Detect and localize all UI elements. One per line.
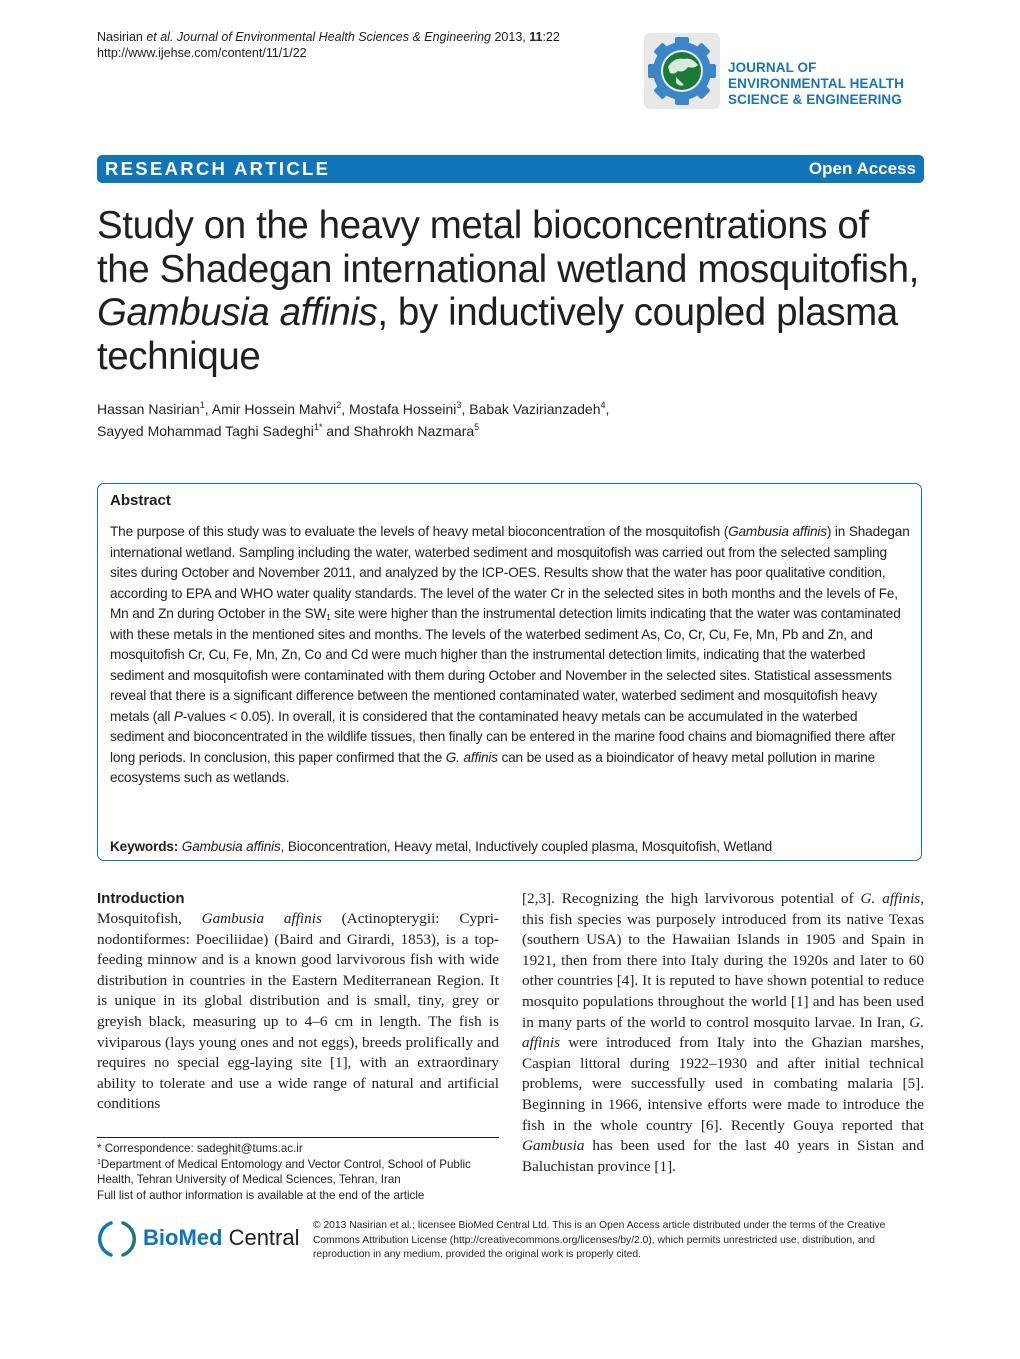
introduction-right-column [522,889,924,1177]
publisher-bio: BioMed [143,1225,223,1250]
author-separator: and [322,422,354,439]
license-text: © 2013 Nasirian et al.; licensee BioMed Central Ltd. This is an Open Access article distributed under the terms of the Creative Commons Attribution License (http://creativecommons.org/licenses/by/2.0), which permits unrestricted use, distribution, and reproduction in any medium, provided the original work is properly cited. [313,1220,886,1260]
citation-etal: et al. [146,30,174,44]
title-line [97,291,937,335]
citation-article: :22 [542,30,560,44]
title-line: Study on the heavy metal bioconcentrations of [97,204,869,247]
keywords-list: , Bioconcentration, Heavy metal, Inductively coupled plasma, Mosquitofish, Wetland [280,839,773,854]
citation-line [97,29,560,45]
abstract-text [110,522,910,789]
abstract-text-part: -values < 0.05). In overall, it is considered that the contaminated heavy metals can be accumulated in the waterbed sediment and bioconcentrated in the wildlife tissues, then finally can be entered in the marine food chains and biomagnified there after long periods. In conclusion, this paper confirmed that the [110,708,896,765]
body-text: (Actinopterygii: Cypri-nodontiformes: Poeciliidae) (Baird and Girardi, 1853), is a top-feeding minnow and is a known good larvivorous fish with wide distribution in countries in the Eastern Mediterranean Region. It is unique in its global distribution and is small, tiny, grey or greyish black, measuring up to 4–6 cm in length. The fish is viviparous (lays young ones and not eggs), breeds prolifically and requires no special egg-laying site [1], with an extraordinary ability to tolerate and use a wide range of natural and artificial conditions [97,910,499,1113]
abstract-species: G. affinis [445,749,498,765]
footnote-divider [97,1137,499,1138]
citation-volume: 11 [529,30,543,44]
introduction-left-column [97,909,499,1115]
author-name[interactable]: Hassan Nasirian [97,401,200,417]
title-line: technique [97,334,261,378]
biomed-central-logo-icon [97,1219,300,1259]
author-name[interactable]: Shahrokh Nazmara [353,422,475,439]
body-text: has been used for the last 40 years in Sistan and Baluchistan province [1]. [522,1137,924,1175]
body-species: Gambusia affinis [201,910,322,927]
author-name[interactable]: Amir Hossein Mahvi [211,401,337,417]
title-line-rest: , by inductively coupled plasma [377,291,898,334]
author-separator: , [341,401,350,417]
abstract-p-italic: P [173,708,183,724]
citation-year: 2013, [491,30,530,44]
author-list [97,399,937,442]
publisher-name [143,1225,300,1251]
body-text: were introduced from Italy into the Ghazian marshes, Caspian littoral during 1922–1930 and after initial technical problems, were successfully used in combating malaria [5]. Beginning in 1966, intensive efforts were made to introduce the fish in the whole country [6]. Recently Gouya reported that [522,1034,924,1134]
abstract-text-part: ) in Shadegan international wetland. Sampling including the water, waterbed sediment and mosquitofish was carried out from the selected sampling sites during October and November 2011, and analyzed by the ICP-OES. Results show that the water has poor qualitative condition, according to EPA and WHO water quality standards. The level of the water Cr in the selected sites in both months and the levels of Fe, Mn and Zn during October in the SW [110,524,910,621]
article-url-link[interactable]: http://www.ijehse.com/content/11/1/22 [97,46,307,60]
article-type-label: RESEARCH ARTICLE [105,158,331,179]
affiliation [97,1157,507,1188]
footnotes [97,1141,507,1203]
author-affiliation-sup: 2 [336,400,342,410]
page-title [97,204,937,378]
abstract-text-part: can be used as a bioindicator of heavy metal pollution in marine ecosystems such as wetlands. [110,749,876,785]
abstract-subscript: 1 [326,613,331,622]
correspondence-email[interactable]: * Correspondence: sadeghit@tums.ac.ir [97,1142,303,1155]
publisher-central: Central [222,1225,300,1250]
body-text: [2,3]. Recognizing the high larvivorous potential of [522,890,861,907]
journal-name-line3: SCIENCE & ENGINEERING [728,92,902,107]
journal-name [728,60,904,108]
affiliation-text: Department of Medical Entomology and Vector Control, School of Public Health, Tehran University of Medical Sciences, Tehran, Iran [97,1157,471,1186]
body-text: Mosquitofish, [97,910,202,927]
body-species: G. affinis [522,1013,924,1052]
abstract-text-part: The purpose of this study was to evaluate the levels of heavy metal bioconcentration of the mosquitofish ( [110,524,729,539]
keywords-label: Keywords: [110,839,179,854]
author-affiliation-sup: 4 [600,400,606,410]
citation-authors: Nasirian [97,30,147,44]
title-line: the Shadegan international wetland mosquitofish, [97,247,919,291]
author-affiliation-sup: 3 [456,400,462,410]
body-text: , this fish species was purposely introduced from its native Texas (southern USA) to the Hawaiian Islands in 1905 and Spain in 1921, then from there into Italy during the 1920s and later to 60 other countries [4]. It is reputed to have shown potential to reduce mosquito populations throughout the world [1] and has been used in many parts of the world to control mosquito larvae. In Iran, [522,890,924,1031]
keyword-species: Gambusia affinis [181,839,281,854]
body-species: G. affinis [860,890,921,907]
author-separator: , [461,401,470,417]
author-affiliation-sup: 5 [474,421,480,432]
author-name[interactable]: Babak Vazirianzadeh [469,401,601,417]
abstract-species: Gambusia affinis [728,524,827,539]
journal-name-line1: JOURNAL OF [728,60,817,75]
journal-name-line2: ENVIRONMENTAL HEALTH [728,76,904,91]
abstract-text-part: site were higher than the instrumental detection limits indicating that the water was contaminated with these metals in the mentioned sites and months. The levels of the waterbed sediment As, Co, Cr, Cu, Fe, Mn, Pb and Zn, and mosquitofish Cr, Cu, Fe, Mn, Zn, Co and Cd were much higher than the instrumental detection limits, indicating that the waterbed sediment and mosquitofish were contaminated with them during October and November in the selected sites. Statistical assessments reveal that there is a significant difference between the mentioned contaminated water, waterbed sediment and mosquitofish heavy metals (all [110,606,901,724]
gear-globe-icon [644,33,720,109]
affiliation-sup: 1 [97,1158,101,1166]
author-affiliation-sup: 1* [313,421,323,432]
open-access-label: Open Access [808,159,916,178]
author-separator: , [204,401,212,417]
body-species: Gambusia [522,1137,585,1155]
abstract-heading: Abstract [110,492,171,509]
author-name[interactable]: Mostafa Hosseini [349,401,457,417]
author-name[interactable]: Sayyed Mohammad Taghi Sadeghi [97,422,314,439]
introduction-heading: Introduction [97,890,185,907]
full-author-info-note: Full list of author information is available at the end of the article [97,1188,425,1202]
keywords [110,839,910,854]
citation-journal: Journal of Environmental Health Sciences & Engineering [176,30,491,44]
article-type-banner [97,155,924,183]
author-affiliation-sup: 1 [199,400,205,410]
author-separator: , [605,401,610,417]
title-species: Gambusia affinis [97,291,378,334]
